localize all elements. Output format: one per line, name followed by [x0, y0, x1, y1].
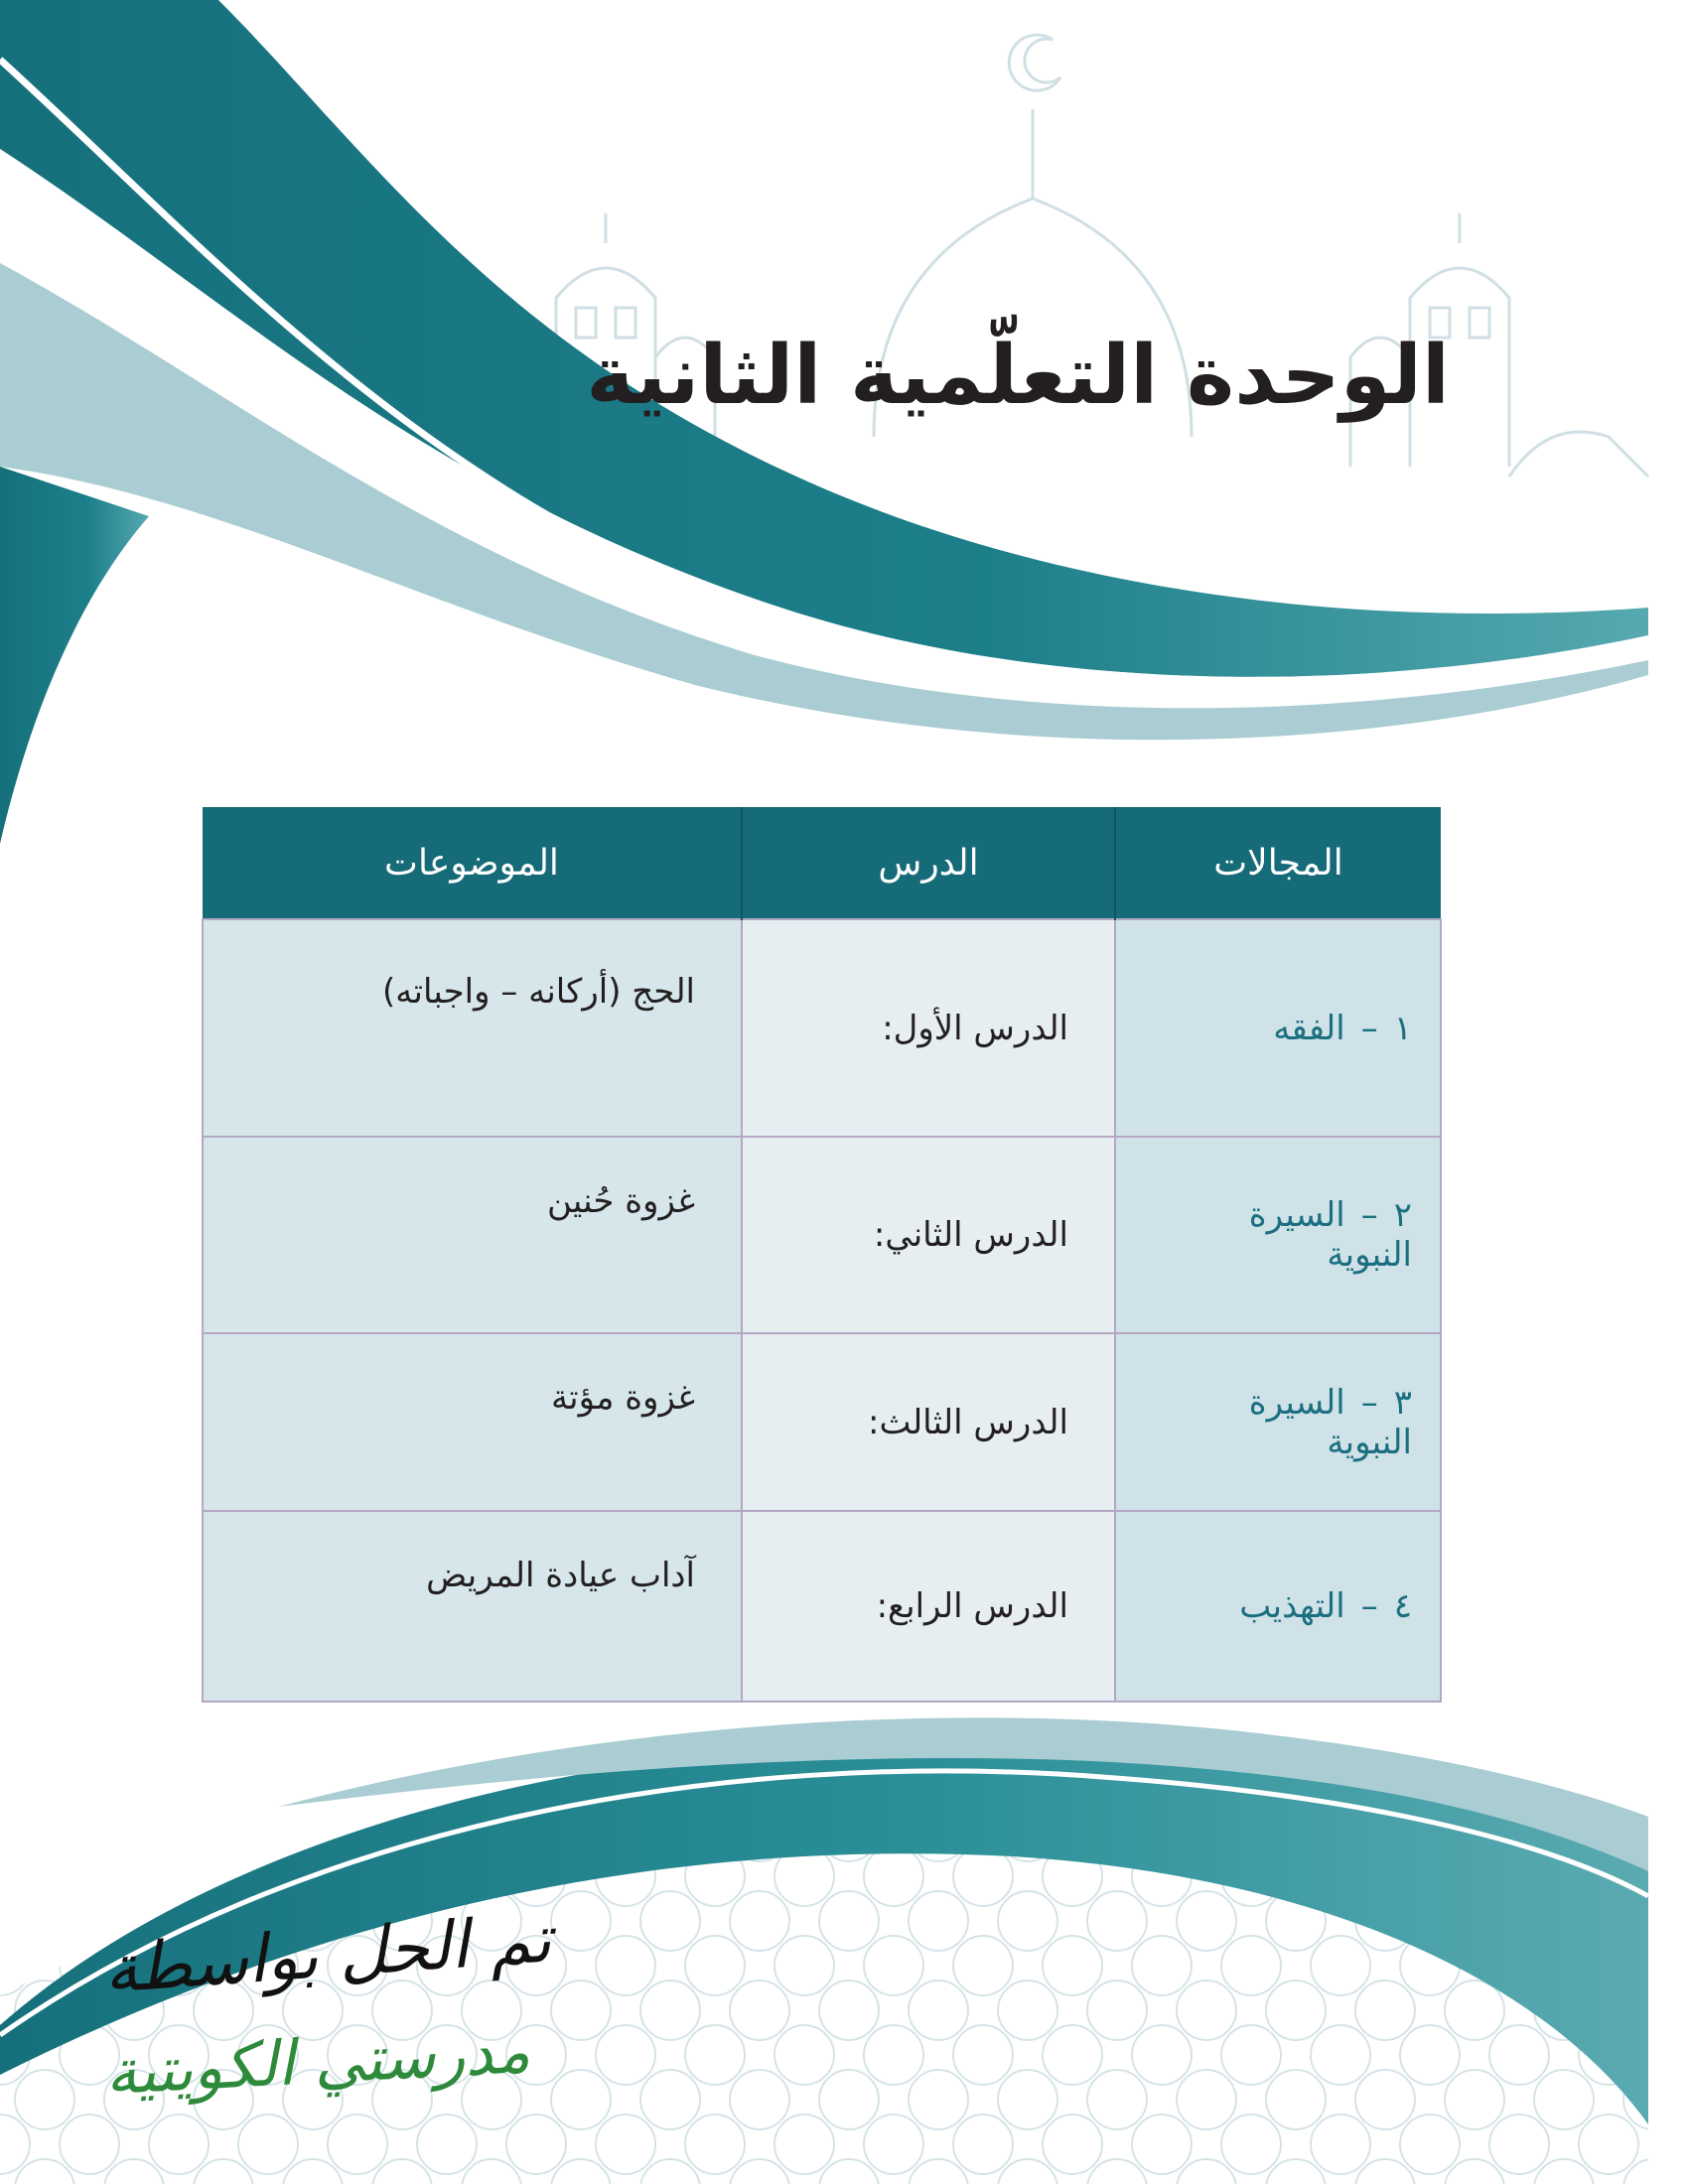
table-row [203, 919, 1441, 1137]
lesson-cell: الدرس الثالث: [742, 1333, 1115, 1511]
domain-cell [1115, 1137, 1441, 1333]
unit-title: الوحدة التعلّمية الثانية [586, 329, 1450, 423]
lesson-cell: الدرس الأول: [742, 919, 1115, 1137]
lessons-table-container [202, 807, 1442, 1703]
row-number: ٤ [1393, 1586, 1412, 1626]
topic-cell: آداب عيادة المريض [203, 1511, 742, 1702]
header-domains: المجالات [1115, 807, 1441, 919]
row-number: ٣ [1393, 1382, 1412, 1423]
table-row [203, 1333, 1441, 1511]
dash-separator: – [1360, 1195, 1378, 1235]
header-lesson: الدرس [742, 807, 1115, 919]
row-number: ٢ [1393, 1195, 1412, 1235]
domain-label: السيرة النبوية [1248, 1382, 1412, 1462]
table-row [203, 1137, 1441, 1333]
dash-separator: – [1360, 1008, 1378, 1048]
row-number: ١ [1393, 1008, 1412, 1048]
domain-cell [1115, 1333, 1441, 1511]
dash-separator: – [1360, 1586, 1378, 1626]
dash-separator: – [1360, 1382, 1378, 1423]
domain-cell [1115, 919, 1441, 1137]
domain-cell [1115, 1511, 1441, 1702]
domain-label: السيرة النبوية [1248, 1195, 1412, 1275]
header-topics: الموضوعات [203, 807, 742, 919]
lesson-cell: الدرس الرابع: [742, 1511, 1115, 1702]
lesson-cell: الدرس الثاني: [742, 1137, 1115, 1333]
signature-line-2: مدرستي الكويتية [103, 2013, 532, 2110]
signature-line-1: تم الحل بواسطة [101, 1900, 554, 2008]
domain-label: التهذيب [1239, 1586, 1345, 1626]
table-row [203, 1511, 1441, 1702]
domain-label: الفقه [1273, 1008, 1345, 1048]
lessons-table [202, 807, 1442, 1703]
topic-cell: غزوة مؤتة [203, 1333, 742, 1511]
crescent-icon [1009, 35, 1060, 90]
topic-cell: الحج (أركانه – واجباته) [203, 919, 742, 1137]
topic-cell: غزوة حُنين [203, 1137, 742, 1333]
table-header-row [203, 807, 1441, 919]
